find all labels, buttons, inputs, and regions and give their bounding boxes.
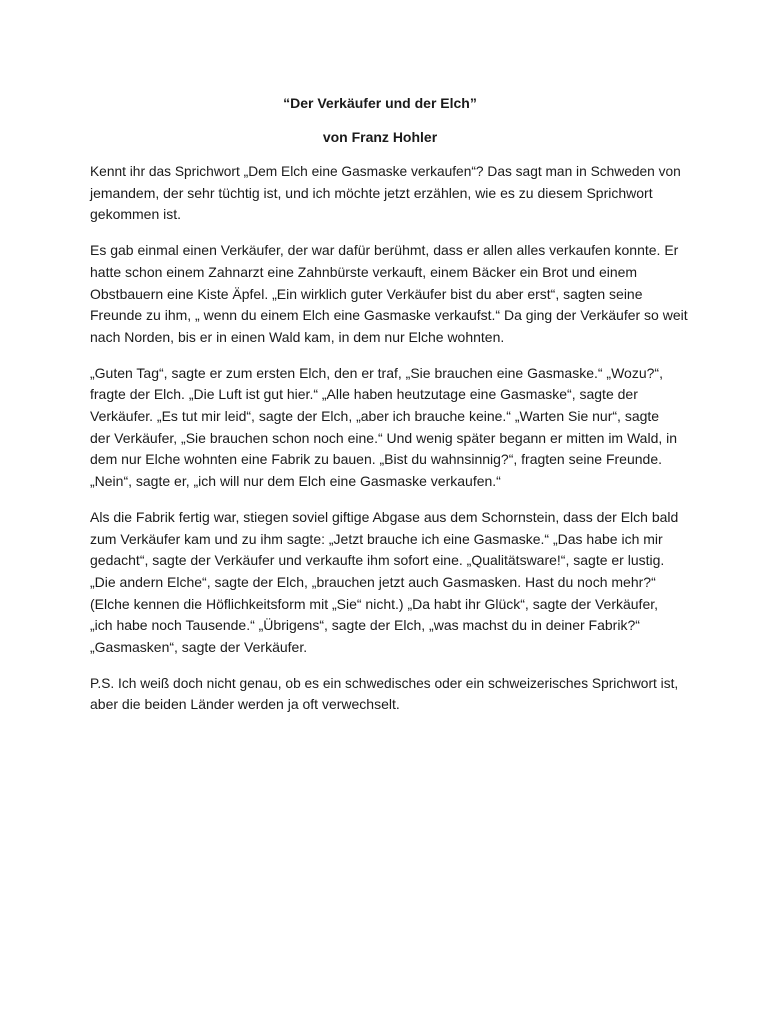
text-line: Freunde zu ihm, „ wenn du einem Elch eine Gasmaske verkaufst.“ Da ging der Verkäufer so weit (90, 307, 688, 324)
text-line: „Nein“, sagte er, „ich will nur dem Elch eine Gasmaske verkaufen.“ (90, 473, 501, 490)
paragraph-5 (90, 673, 688, 716)
text-line: „Gasmasken“, sagte der Verkäufer. (90, 639, 308, 656)
text-line: gekommen ist. (90, 206, 182, 223)
text-line: Es gab einmal einen Verkäufer, der war dafür berühmt, dass er allen alles verkaufen konnte. Er (90, 242, 679, 259)
text-line: dem nur Elche wohnten eine Fabrik zu bauen. „Bist du wahnsinnig?“, fragten seine Freunde. (90, 451, 663, 468)
text-line: Kennt ihr das Sprichwort „Dem Elch eine Gasmaske verkaufen“? Das sagt man in Schweden von (90, 164, 681, 179)
document-body (90, 161, 688, 730)
text-line: P.S. Ich weiß doch nicht genau, ob es ein schwedisches oder ein schweizerisches Sprichwort ist, (90, 675, 679, 691)
paragraph-1 (90, 161, 688, 226)
text-line: jemandem, der sehr tüchtig ist, und ich möchte jetzt erzählen, wie es zu diesem Sprichwort (90, 184, 653, 201)
text-line: zum Verkäufer kam und zu ihm sagte: „Jetzt brauche ich eine Gasmaske.“ „Das habe ich mir (90, 530, 663, 547)
text-line: aber die beiden Länder werden ja oft verwechselt. (90, 696, 400, 713)
paragraph-2 (90, 240, 688, 349)
text-line: „ich habe noch Tausende.“ „Übrigens“, sagte der Elch, „was machst du in deiner Fabrik?“ (90, 617, 640, 634)
document-page (90, 0, 690, 1024)
text-line: Verkäufer. „Es tut mir leid“, sagte der Elch, „aber ich brauche keine.“ „Warten Sie nur“, sagte (90, 408, 660, 425)
text-line: der Verkäufer, „Sie brauchen schon noch eine.“ Und wenig später begann er mitten im Wald, in (90, 429, 678, 446)
text-line: fragte der Elch. „Die Luft ist gut hier.“ „Alle haben heutzutage eine Gasmaske“, sagte der (90, 386, 638, 403)
text-line: (Elche kennen die Höflichkeitsform mit „Sie“ nicht.) „Da habt ihr Glück“, sagte der Verkäufer, (90, 595, 659, 612)
text-line: „Die andern Elche“, sagte der Elch, „brauchen jetzt auch Gasmasken. Hast du noch mehr?“ (90, 573, 656, 590)
text-line: „Guten Tag“, sagte er zum ersten Elch, den er traf, „Sie brauchen eine Gasmaske.“ „Wozu?“, (90, 364, 663, 381)
document-title: “Der Verkäufer und der Elch” (283, 95, 477, 111)
text-line: hatte schon einem Zahnarzt eine Zahnbürste verkauft, einem Bäcker ein Brot und einem (90, 263, 638, 280)
text-line: Obstbauern eine Kiste Äpfel. „Ein wirklich guter Verkäufer bist du aber erst“, sagten seine (90, 285, 643, 302)
paragraph-4 (90, 507, 688, 659)
text-line: gedacht“, sagte der Verkäufer und verkaufte ihm sofort eine. „Qualitätsware!“, sagte er lustig. (90, 552, 665, 569)
document-author: von Franz Hohler (322, 129, 438, 145)
text-line: Als die Fabrik fertig war, stiegen soviel giftige Abgase aus dem Schornstein, dass der Elch bald (90, 508, 679, 525)
text-line: nach Norden, bis er in einen Wald kam, in dem nur Elche wohnten. (90, 328, 505, 345)
paragraph-3 (90, 363, 688, 493)
